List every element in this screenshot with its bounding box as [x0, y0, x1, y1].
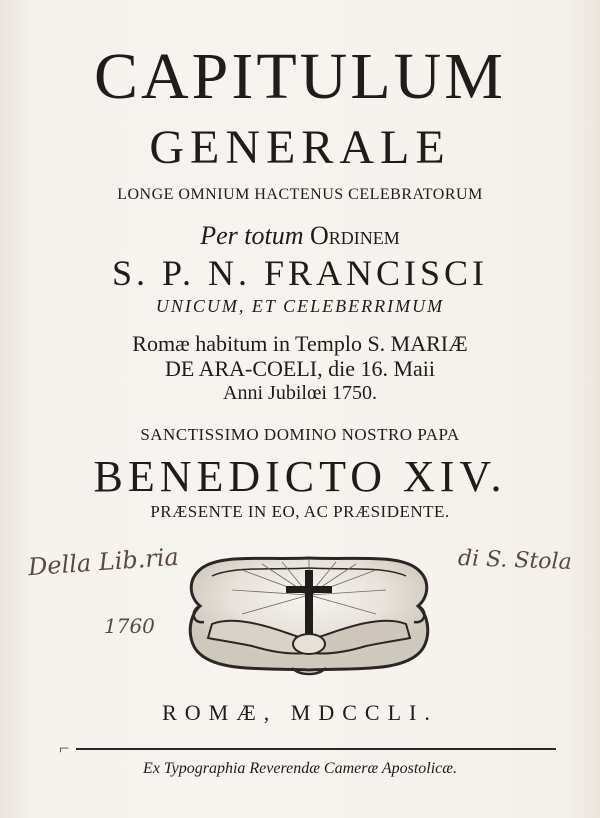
heading-benedicto: BENEDICTO XIV.: [93, 452, 507, 501]
title-capitulum: CAPITULUM: [93, 40, 506, 113]
per-totum-text: Per totum: [200, 221, 304, 250]
subtitle-unicum: UNICUM, ET CELEBERRIMUM: [155, 296, 445, 316]
title-generale: GENERALE: [149, 121, 451, 174]
handwritten-note-left: Della Lib.ria: [27, 542, 180, 582]
praesente-line: PRÆSENTE IN EO, AC PRÆSIDENTE.: [150, 502, 450, 521]
handwritten-note-right: di S. Stola: [457, 546, 573, 575]
handwritten-year: 1760: [104, 614, 155, 638]
ordinem-text: Ordinem: [309, 221, 400, 250]
divider-rule: [76, 748, 556, 750]
body-line-anni: Anni Jubilœi 1750.: [223, 382, 377, 404]
dedication-line: SANCTISSIMO DOMINO NOSTRO PAPA: [140, 425, 460, 444]
body-line-ara-coeli: DE ARA-COELI, die 16. Maii: [164, 356, 436, 381]
subtitle-longe: LONGE OMNIUM HACTENUS CELEBRATORUM: [117, 186, 483, 203]
imprint-printer: Ex Typographia Reverendæ Cameræ Apostolicæ.: [143, 760, 457, 777]
pen-mark-icon: ⌐: [58, 738, 71, 758]
heading-francisci: S. P. N. FRANCISCI: [111, 253, 489, 293]
imprint-place-date: ROMÆ, MDCCLI.: [162, 700, 438, 725]
subtitle-per-totum: [0, 221, 600, 251]
cross-clasped-hands-vignette-icon: [182, 550, 436, 678]
body-line-romae: Romæ habitum in Templo S. MARIÆ: [132, 331, 468, 356]
